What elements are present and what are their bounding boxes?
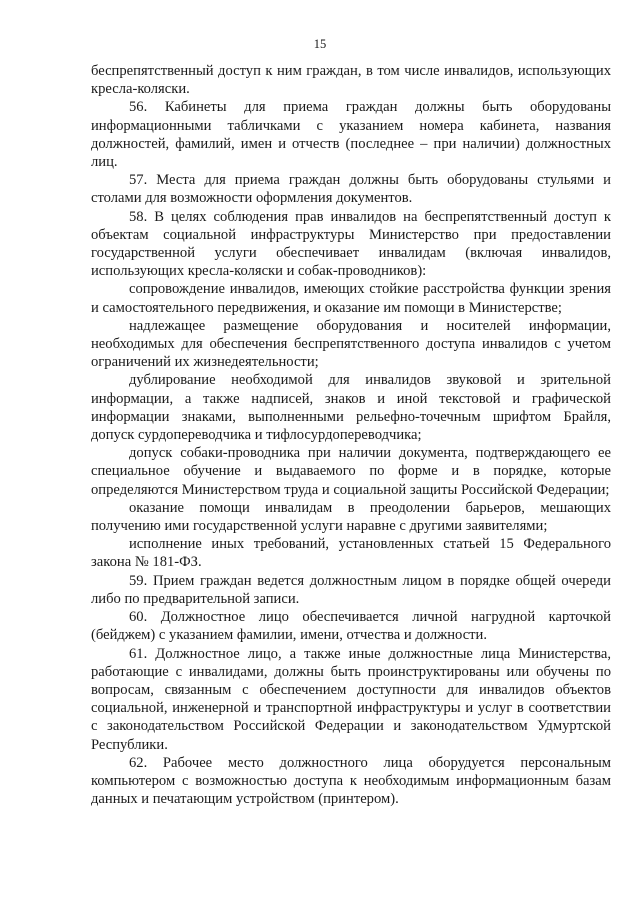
paragraph-60: 60. Должностное лицо обеспечивается личной нагрудной карточкой (бейджем) с указанием фамилии, имени, отчества и должности.	[91, 609, 611, 644]
paragraph-62: 62. Рабочее место должностного лица оборудуется персональным компьютером с возможностью доступа к необходимым информационным базам данных и печатающим устройством (принтером).	[91, 754, 611, 808]
paragraph-58-item-barriers: оказание помощи инвалидам в преодолении барьеров, мешающих получению ими государственной услуги наравне с другими заявителями;	[91, 499, 611, 535]
paragraph-58-item-escort: сопровождение инвалидов, имеющих стойкие расстройства функции зрения и самостоятельного передвижения, и оказание им помощи в Министерстве;	[91, 281, 611, 316]
paragraph-continuation: беспрепятственный доступ к ним граждан, в том числе инвалидов, использующих кресла-коляски.	[91, 63, 611, 98]
document-body	[91, 62, 611, 808]
page-number: 15	[313, 37, 327, 51]
paragraph-58-item-equipment: надлежащее размещение оборудования и носителей информации, необходимых для обеспечения беспрепятственного доступа инвалидов с учетом ограничений их жизнедеятельности;	[91, 317, 611, 371]
paragraph-58-item-guide-dog: допуск собаки-проводника при наличии документа, подтверждающего ее специальное обучение и выдаваемого по форме и в порядке, которые определяются Министерством труда и социальной защиты Российской Федерации;	[91, 445, 611, 498]
paragraph-59: 59. Прием граждан ведется должностным лицом в порядке общей очереди либо по предварительной записи.	[91, 572, 611, 607]
paragraph-56: 56. Кабинеты для приема граждан должны быть оборудованы информационными табличками с указанием номера кабинета, названия должностей, фамилий, имен и отчеств (последнее – при наличии) должностных лиц.	[91, 99, 611, 171]
paragraph-58-item-other: исполнение иных требований, установленных статьей 15 Федерального закона № 181-ФЗ.	[91, 536, 611, 571]
paragraph-58-item-braille: дублирование необходимой для инвалидов звуковой и зрительной информации, а также надписей, знаков и иной текстовой и графической информации знаками, выполненными рельефно-точечным шрифтом Брайля, допуск сурдопереводчика и тифлосурдопереводчика;	[91, 372, 611, 444]
paragraph-58: 58. В целях соблюдения прав инвалидов на беспрепятственный доступ к объектам социальной инфраструктуры Министерство при предоставлении государственной услуги обеспечивает инвалидам (включая инвалидов, использующих кресла-коляски и собак-проводников):	[91, 208, 611, 280]
paragraph-57: 57. Места для приема граждан должны быть оборудованы стульями и столами для возможности оформления документов.	[91, 172, 611, 207]
paragraph-61: 61. Должностное лицо, а также иные должностные лица Министерства, работающие с инвалидами, должны быть проинструктированы или обучены по вопросам, связанным с обеспечением доступности для инвалидов объектов социальной, инженерной и транспортной инфраструктуры и услуг в соответствии с законодательством Российской Федерации и законодательством Удмуртской Республики.	[91, 645, 611, 753]
